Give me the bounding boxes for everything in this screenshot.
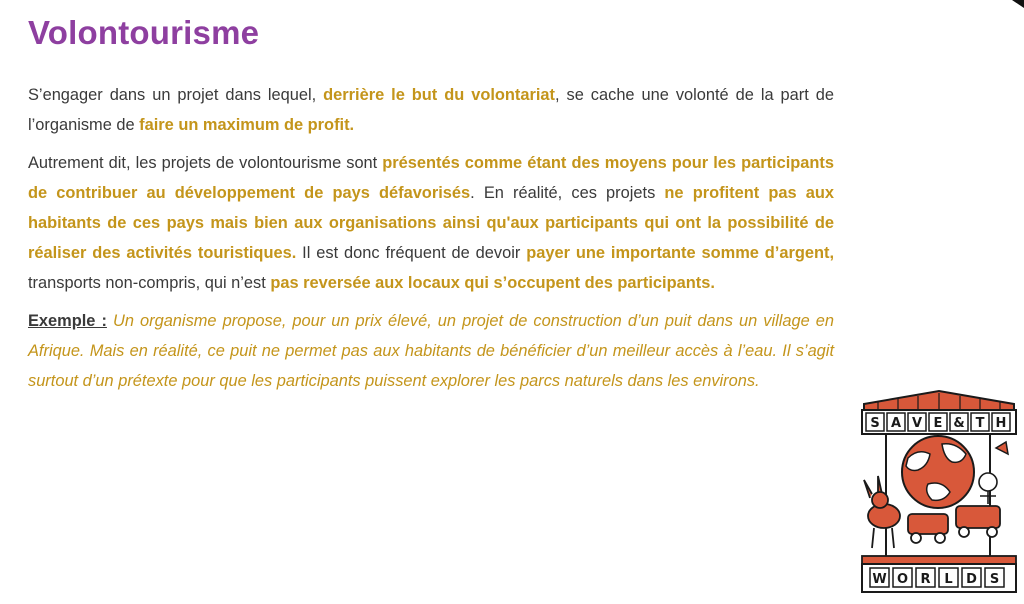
- p2-run: transports non-compris, qui n’est: [28, 274, 271, 292]
- p2-highlight: ne profitent pas aux habitants de ces pays mais bien aux organisations ainsi qu'aux participants qui ont la possibilité de réaliser des activités touristiques.: [28, 184, 834, 262]
- top-letter: A: [890, 416, 902, 431]
- body-text: [28, 80, 834, 396]
- p2-run: Il est donc fréquent de devoir: [296, 244, 527, 262]
- example-label: Exemple :: [28, 312, 107, 330]
- top-letter: T: [975, 416, 985, 431]
- page-title: Volontourisme: [28, 14, 260, 51]
- p1-run: , se cache une volonté de la part de l’organisme de: [28, 86, 834, 134]
- corner-marker: [1012, 0, 1024, 8]
- bottom-letter: O: [896, 572, 909, 587]
- bottom-letter: R: [920, 572, 931, 587]
- top-letter: E: [933, 416, 943, 431]
- p2-run: . En réalité, ces projets: [470, 184, 665, 202]
- p2-highlight: pas reversée aux locaux qui s’occupent des participants.: [270, 274, 715, 292]
- top-letter: H: [995, 416, 1007, 431]
- save-the-worlds-logo: [858, 388, 1020, 596]
- p2-run: Autrement dit, les projets de volontourisme sont: [28, 154, 383, 172]
- top-letter: V: [911, 416, 923, 431]
- example-text: Un organisme propose, pour un prix élevé, un projet de construction d’un puit dans un village en Afrique. Mais en réalité, ce puit ne permet pas aux habitants de bénéficier d’un meilleur accès à l’eau. Il s’agit surtout d’un prétexte pour que les participants puissent explorer les parcs naturels dans les environs.: [28, 312, 834, 390]
- bottom-letter: S: [989, 572, 1000, 587]
- p2-highlight: payer une importante somme d’argent,: [526, 244, 835, 262]
- bottom-letter: L: [944, 572, 953, 587]
- donkey-figure: [864, 476, 900, 548]
- p1-run: S’engager dans un projet dans lequel,: [28, 86, 324, 104]
- bottom-letter: D: [966, 572, 977, 587]
- p2-highlight: présentés comme étant des moyens pour les participants de contribuer au développement de pays défavorisés: [28, 154, 834, 202]
- top-letter: &: [953, 416, 965, 431]
- paragraph-example: [28, 306, 834, 396]
- p1-highlight: faire un maximum de profit.: [139, 116, 355, 134]
- paragraph-definition: [28, 80, 834, 140]
- bottom-letter: W: [872, 572, 887, 587]
- p1-highlight: derrière le but du volontariat: [323, 86, 556, 104]
- paragraph-explanation: [28, 148, 834, 298]
- top-letter: S: [870, 416, 880, 431]
